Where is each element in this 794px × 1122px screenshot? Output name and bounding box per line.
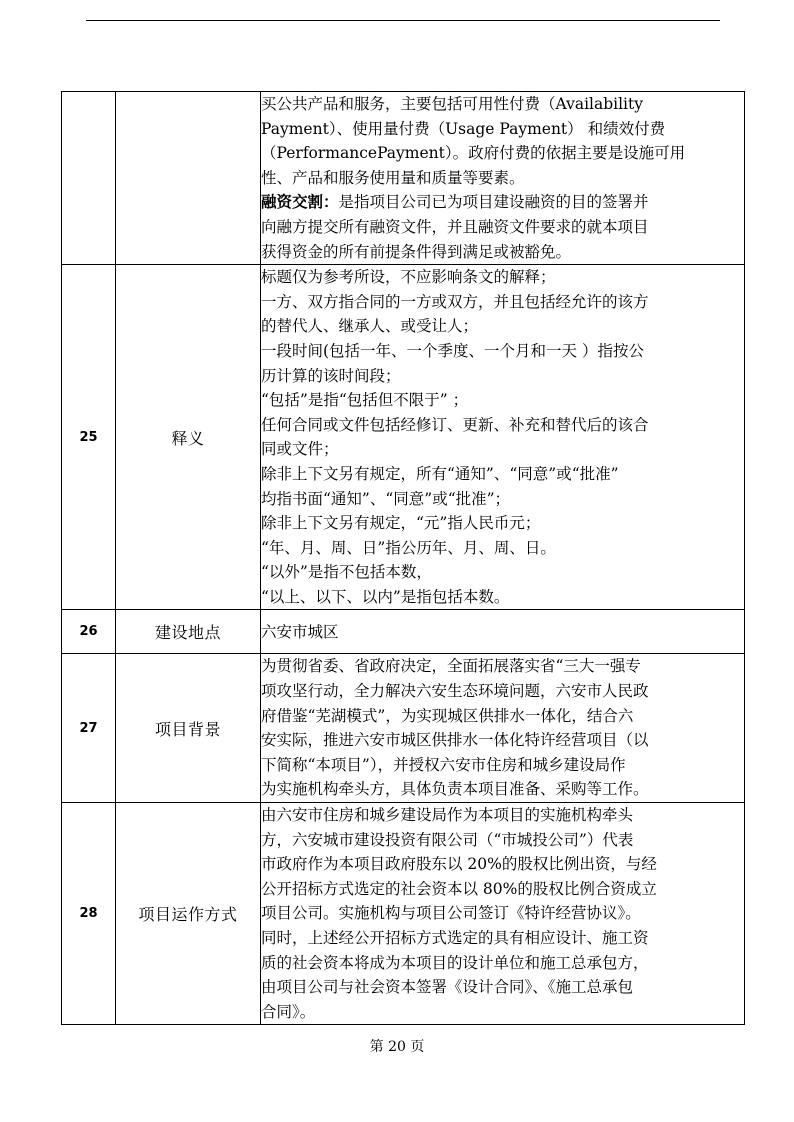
- page-number: 第 20 页: [369, 1039, 425, 1055]
- row-content: [261, 610, 745, 654]
- content-line: 除非上下文另有规定，“元”指人民币元；: [261, 514, 541, 533]
- table-row: [62, 610, 745, 654]
- content-line: 获得资金的所有前提条件得到满足或被豁免。: [261, 242, 572, 261]
- content-line: 一段时间(包括一年、一个季度、一个月和一天 ）指按公: [261, 341, 644, 360]
- row-term: [116, 92, 261, 265]
- terms-table: [61, 91, 745, 1025]
- row-number: 25: [62, 265, 116, 610]
- content-line: 任何合同或文件包括经修订、更新、补充和替代后的该合: [261, 415, 649, 434]
- content-line: 同时，上述经公开招标方式选定的具有相应设计、施工资: [261, 929, 649, 947]
- table-row: [62, 92, 745, 265]
- row-term: 项目背景: [116, 654, 261, 803]
- content-line: 市政府作为本项目政府股东以 20%的股权比例出资，与经: [261, 855, 657, 874]
- row-term: 释义: [116, 265, 261, 610]
- content-line: “以外”是指不包括本数，: [261, 563, 432, 582]
- row-term: 项目运作方式: [116, 803, 261, 1025]
- row-content: [261, 654, 745, 803]
- row-content: [261, 265, 745, 610]
- content-line: 项攻坚行动，全力解决六安生态环境问题，六安市人民政: [261, 682, 649, 701]
- content-line: “年、月、周、日”指公历年、月、周、日。: [261, 538, 556, 557]
- header-rule: [86, 20, 720, 21]
- content-line: 合同》。: [261, 1002, 316, 1021]
- content-line: 向融方提交所有融资文件，并且融资文件要求的就本项目: [261, 217, 649, 236]
- defined-term: 融资交割：: [261, 193, 339, 212]
- content-line: （PerformancePayment）。政府付费的依据主要是设施可用: [261, 144, 686, 163]
- content-line: 历计算的该时间段；: [261, 366, 401, 385]
- content-line: 买公共产品和服务，主要包括可用性付费（Availability: [261, 95, 643, 113]
- content-line: 府借鉴“芜湖模式”，为实现城区供排水一体化，结合六: [261, 706, 634, 725]
- content-line: 为贯彻省委、省政府决定，全面拓展落实省“三大一强专: [261, 657, 641, 676]
- content-line: “包括”是指“包括但不限于” ；: [261, 391, 469, 410]
- content-line: 均指书面“通知”、“同意”或“批准”；: [261, 489, 511, 508]
- table-row: [62, 803, 745, 1025]
- content-line: 的替代人、继承人、或受让人；: [261, 317, 479, 336]
- content-line: 除非上下文另有规定，所有“通知”、“同意”或“批准”: [261, 464, 619, 483]
- content-line: 由六安市住房和城乡建设局作为本项目的实施机构牵头: [261, 806, 634, 825]
- definition-text: 是指项目公司已为项目建设融资的目的签署并: [338, 193, 649, 212]
- content-line: 性、产品和服务使用量和质量等要素。: [261, 168, 525, 187]
- row-number: 27: [62, 654, 116, 803]
- content-line: 方，六安城市建设投资有限公司（“市城投公司”）代表: [261, 830, 634, 849]
- content-line: 公开招标方式选定的社会资本以 80%的股权比例合资成立: [261, 879, 657, 898]
- row-number: 28: [62, 803, 116, 1025]
- row-content: [261, 803, 745, 1025]
- content-line: 同或文件；: [261, 440, 339, 459]
- content-line: 为实施机构牵头方，具体负责本项目准备、采购等工作。: [261, 780, 649, 799]
- row-number: 26: [62, 610, 116, 654]
- row-number: [62, 92, 116, 265]
- content-line: 质的社会资本将成为本项目的设计单位和施工总承包方，: [261, 953, 649, 972]
- content-line: 下简称“本项目”），并授权六安市住房和城乡建设局作: [261, 755, 626, 774]
- content-line: “以上、以下、以内”是指包括本数。: [261, 587, 510, 606]
- content-line: 一方、双方指合同的一方或双方，并且包括经允许的该方: [261, 292, 649, 311]
- content-line: 项目公司。实施机构与项目公司签订《特许经营协议》。: [261, 904, 641, 923]
- row-content: [261, 92, 745, 265]
- content-line: 标题仅为参考所设，不应影响条文的解释；: [261, 268, 556, 287]
- table-row: [62, 654, 745, 803]
- content-line: Payment）、使用量付费（Usage Payment） 和绩效付费: [261, 119, 666, 138]
- row-term: 建设地点: [116, 610, 261, 654]
- content-line: 由项目公司与社会资本签署《设计合同》、《施工总承包: [261, 978, 634, 997]
- content-line: 安实际，推进六安市城区供排水一体化特许经营项目（以: [261, 731, 649, 750]
- table-row: [62, 265, 745, 610]
- content-line: [261, 190, 744, 215]
- content-line: 六安市城区: [261, 622, 339, 641]
